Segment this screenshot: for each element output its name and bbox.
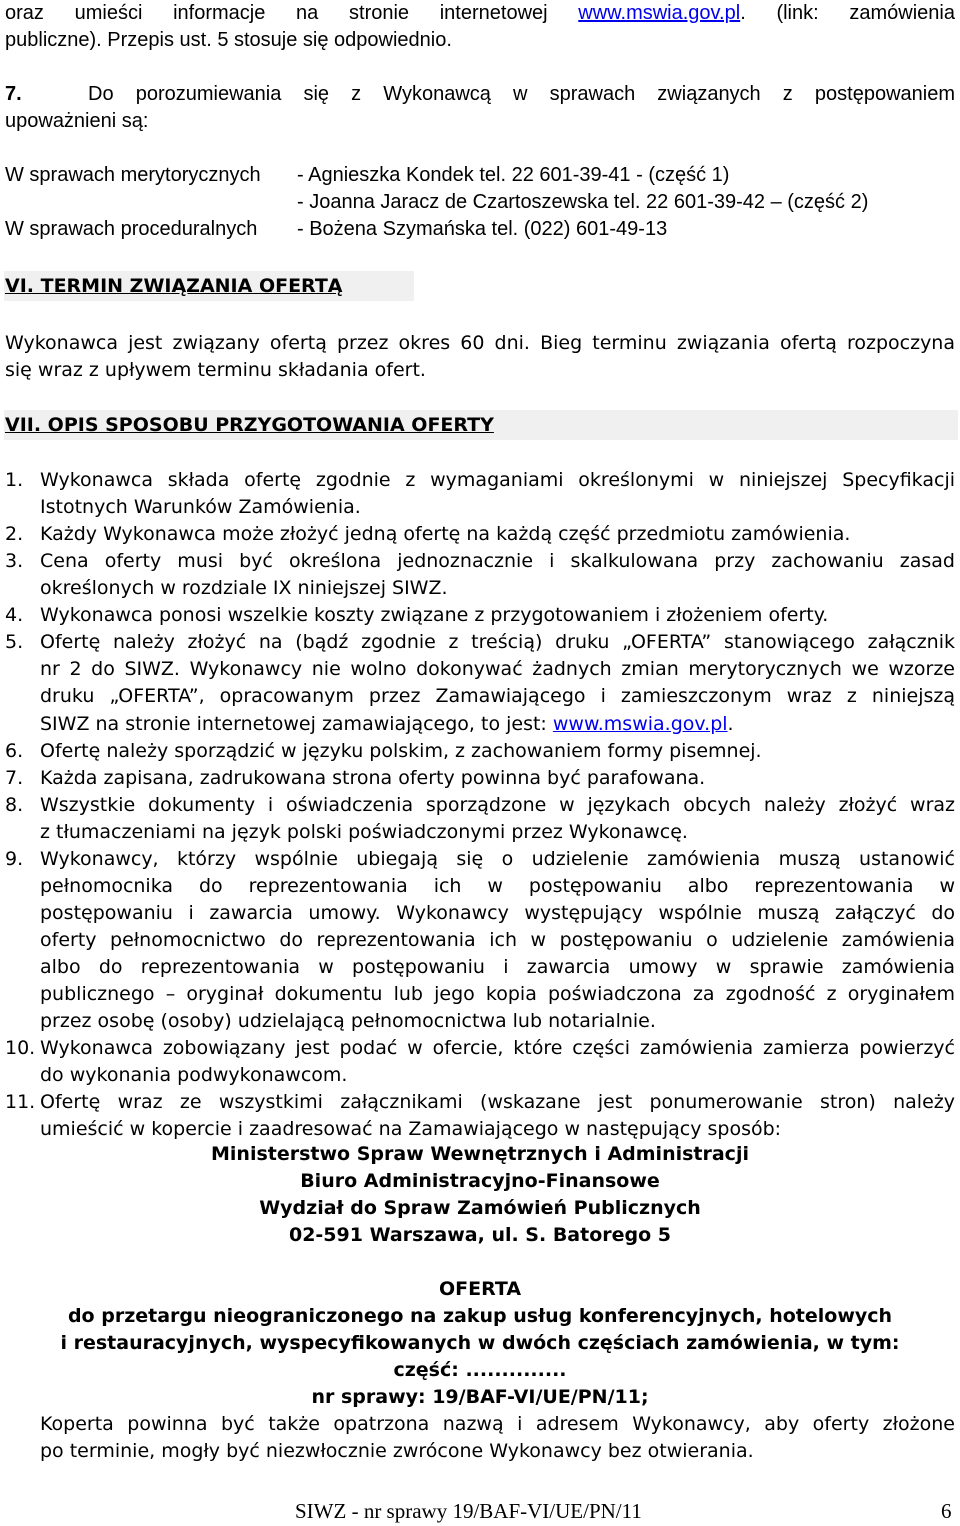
list-item-number: 9. — [5, 848, 24, 870]
list-item-number: 5. — [5, 631, 24, 653]
proc-contact-1: - Bożena Szymańska tel. (022) 601-49-13 — [297, 218, 668, 240]
list-item-number: 7. — [5, 767, 24, 789]
item-5-period: . — [727, 713, 734, 735]
list-item-line: publicznego – oryginał dokumentu lub jego kopia poświadczona za zgodność z oryginałem — [40, 983, 955, 1005]
intro-line-2: publiczne). Przepis ust. 5 stosuje się odpowiednio. — [5, 29, 452, 51]
list-item-line: Ofertę wraz ze wszystkimi załącznikami (wskazane jest ponumerowanie stron) należy — [40, 1091, 955, 1113]
section7-line-1 — [5, 81, 955, 108]
list-item-number: 10. — [5, 1037, 36, 1059]
proc-label: W sprawach proceduralnych — [5, 218, 258, 240]
address-line-1: Ministerstwo Spraw Wewnętrznych i Administracji — [211, 1143, 749, 1165]
list-item-line: Wykonawca składa ofertę zgodnie z wymaganiami określonymi w niniejszej Specyfikacji — [40, 469, 955, 491]
list-item-line: przez osobę (osoby) udzielającą pełnomocnictwa lub notarialnie. — [40, 1010, 656, 1032]
list-item-line: Istotnych Warunków Zamówienia. — [40, 496, 361, 518]
item-5-text: SIWZ na stronie internetowej zamawiającego, to jest: — [40, 713, 553, 735]
list-item-line: umieścić w kopercie i zaadresować na Zamawiającego w następujący sposób: — [40, 1118, 782, 1140]
list-item-line: Wykonawca zobowiązany jest podać w ofercie, które części zamówienia zamierza powierzyć — [40, 1037, 955, 1059]
address-line-2: Biuro Administracyjno-Finansowe — [300, 1170, 660, 1192]
envelope-note-2: po terminie, mogły być niezwłocznie zwrócone Wykonawcy bez otwierania. — [40, 1440, 754, 1462]
section7-line-2: upoważnieni są: — [5, 110, 149, 132]
merit-contact-1: - Agnieszka Kondek tel. 22 601-39-41 - (część 1) — [297, 164, 730, 186]
list-item-line: Każdy Wykonawca może złożyć jedną ofertę na każdą część przedmiotu zamówienia. — [40, 523, 851, 545]
merit-contact-2: - Joanna Jaracz de Czartoszewska tel. 22 601-39-42 – (część 2) — [297, 191, 869, 213]
list-item-number: 1. — [5, 469, 24, 491]
envelope-line-3: i restauracyjnych, wyspecyfikowanych w dwóch częściach zamówienia, w tym: — [60, 1332, 900, 1354]
intro-text: oraz umieści informacje na stronie internetowej — [5, 2, 579, 24]
envelope-note-1: Koperta powinna być także opatrzona nazwą i adresem Wykonawcy, aby oferty złożone — [40, 1413, 955, 1435]
mswia-link[interactable]: www.mswia.gov.pl — [578, 2, 741, 24]
list-item-line: Wykonawcy, którzy wspólnie ubiegają się o udzielenie zamówienia muszą ustanowić — [40, 848, 955, 870]
list-item-line: postępowaniu i zawarcia umowy. Wykonawcy występujący wspólnie muszą załączyć do — [40, 902, 955, 924]
list-item-line: z tłumaczeniami na język polski poświadczonymi przez Wykonawcę. — [40, 821, 688, 843]
section-vii-heading: VII. OPIS SPOSOBU PRZYGOTOWANIA OFERTY — [5, 414, 494, 436]
envelope-line-4: część: .............. — [393, 1359, 567, 1381]
section7-number: 7. — [5, 83, 22, 105]
envelope-case-number: nr sprawy: 19/BAF-VI/UE/PN/11; — [311, 1386, 649, 1408]
list-item-line: albo do reprezentowania w postępowaniu i zawarcia umowy w sprawie zamówienia — [40, 956, 955, 978]
mswia-link-2[interactable]: www.mswia.gov.pl — [552, 713, 728, 735]
list-item-line: Ofertę należy sporządzić w języku polskim, z zachowaniem formy pisemnej. — [40, 740, 762, 762]
list-item-line: Ofertę należy złożyć na (bądź zgodnie z treścią) druku „OFERTA” stanowiącego załącznik — [40, 631, 955, 653]
section7-text: Do porozumiewania się z Wykonawcą w sprawach związanych z postępowaniem — [88, 83, 956, 105]
list-item-line: nr 2 do SIWZ. Wykonawcy nie wolno dokonywać żadnych zmian merytorycznych we wzorze — [40, 658, 955, 680]
merit-label: W sprawach merytorycznych — [5, 164, 261, 186]
list-item-number: 11. — [5, 1091, 36, 1113]
section-vi-line-1: Wykonawca jest związany ofertą przez okres 60 dni. Bieg terminu związania ofertą rozpoczyna — [5, 332, 955, 354]
envelope-line-2: do przetargu nieograniczonego na zakup usług konferencyjnych, hotelowych — [67, 1305, 893, 1327]
list-item-line: Wykonawca ponosi wszelkie koszty związane z przygotowaniem i złożeniem oferty. — [40, 604, 829, 626]
address-line-4: 02-591 Warszawa, ul. S. Batorego 5 — [288, 1224, 672, 1246]
section-vi-line-2: się wraz z upływem terminu składania ofert. — [5, 359, 426, 381]
section-vi-heading: VI. TERMIN ZWIĄZANIA OFERTĄ — [5, 275, 343, 297]
item-5-link-line — [40, 711, 955, 738]
list-item-number: 8. — [5, 794, 24, 816]
intro-text-tail: . (link: zamówienia — [740, 2, 955, 24]
list-item-number: 4. — [5, 604, 24, 626]
list-item-line: do wykonania podwykonawcom. — [40, 1064, 348, 1086]
page-number: 6 — [941, 1499, 952, 1523]
list-item-line: określonych w rozdziale IX niniejszej SIWZ. — [40, 577, 448, 599]
list-item-line: Cena oferty musi być określona jednoznacznie i skalkulowana przy zachowaniu zasad — [40, 550, 955, 572]
list-item-line: pełnomocnika do reprezentowania ich w postępowaniu albo reprezentowania w — [40, 875, 955, 897]
list-item-number: 2. — [5, 523, 24, 545]
address-line-3: Wydział do Spraw Zamówień Publicznych — [259, 1197, 701, 1219]
list-item-line: druku „OFERTA”, opracowanym przez Zamawiającego i zamieszczonym wraz z niniejszą — [40, 685, 955, 707]
list-item-line: Każda zapisana, zadrukowana strona oferty powinna być parafowana. — [40, 767, 706, 789]
list-item-number: 6. — [5, 740, 24, 762]
list-item-line: oferty pełnomocnictwo do reprezentowania ich w postępowaniu o udzielenie zamówienia — [40, 929, 955, 951]
envelope-title: OFERTA — [438, 1278, 522, 1300]
intro-line-1 — [5, 0, 955, 27]
list-item-number: 3. — [5, 550, 24, 572]
footer-text: SIWZ - nr sprawy 19/BAF-VI/UE/PN/11 — [295, 1499, 642, 1523]
list-item-line: Wszystkie dokumenty i oświadczenia sporządzone w językach obcych należy złożyć wraz — [40, 794, 955, 816]
